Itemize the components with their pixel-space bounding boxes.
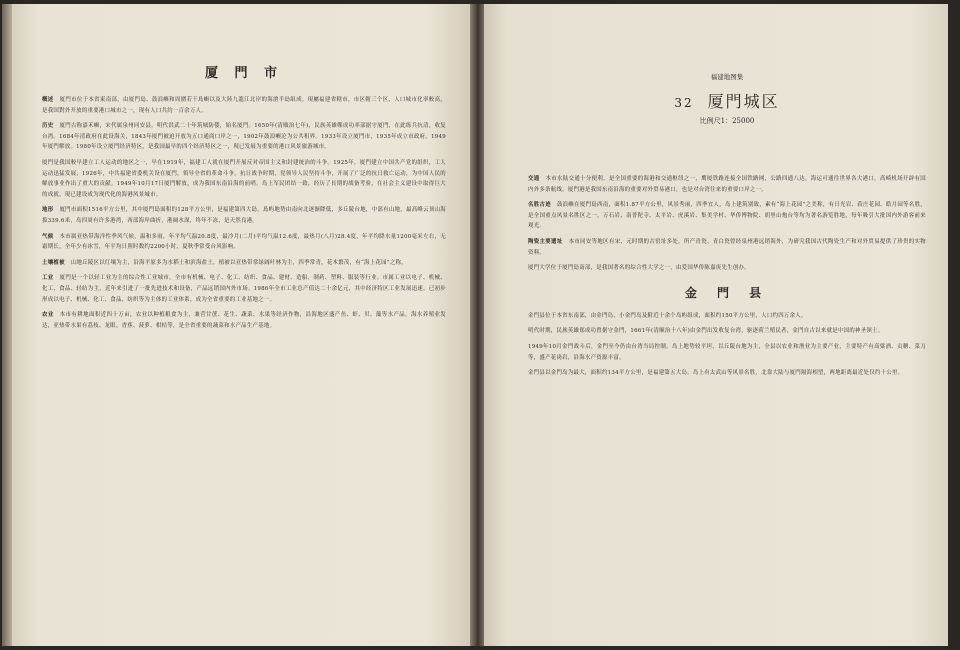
paragraph-text: 明代时期，民族英雄郑成功曾据守金門，1661年(清顺治十八年)由金門出发收复台湾，驱逐荷兰殖民者，金門自古以来就是中国的神圣领土。: [528, 328, 884, 335]
section-keyword: 名胜古迹: [528, 202, 551, 209]
paragraph-text: 厦門大学位于厦門島南部，是我国著名的综合性大学之一，由爱国华侨陈嘉庚先生创办。: [528, 265, 750, 272]
paragraph-text: 本市有耕地面积近四十万亩，农业以种植粮食为主，兼营甘蔗、花生、蔬菜、水果等经济作物，沿海地区盛产鱼、虾、贝、藻等水产品，海水养殖业发达，亚热带水果有荔枝、龙眼、香蕉、菠萝、柑桔等，是全省重要的蔬菜和水产品生产基地。: [42, 312, 446, 329]
paragraph: [528, 263, 926, 274]
paragraph-text: 山地丘陵区以红壤为主，沿海平原多为水稻土和滨海盐土，植被以亚热带常绿阔叶林为主，四季常青，花木繁茂，有“海上花园”之称。: [70, 259, 407, 266]
paragraph-text: 厦門市面积1516平方公里，其中厦門島面积約128平方公里，是福建第四大島。島屿地势由南向北逐渐降低，多丘陵台地，中部有山地，最高峰云顶山海拔339.6米，岛四周有许多港湾，西部海岸曲折，港阔水深，终年不冻，是天然良港。: [42, 207, 446, 224]
right-page: [484, 4, 948, 646]
section-keyword: 地形: [42, 207, 54, 214]
paragraph: [42, 121, 446, 153]
paragraph: [42, 310, 446, 331]
paragraph: [528, 368, 926, 379]
section-keyword: 历史: [42, 123, 54, 130]
paragraph: [528, 311, 926, 322]
paragraph: [42, 95, 446, 116]
paragraph-text: 本市属亚热带海洋性季风气候，温和多雨，年平均气温20.8度，最冷月(二月)平均气温12.6度，最热月(八月)28.4度，年平均降水量1200毫米左右，无霜期长，全年少有冰雪，年平均日照时数约2200小时，夏秋季常受台风影响。: [42, 233, 446, 251]
paragraph: [42, 273, 446, 305]
section-keyword: 土壤植被: [42, 259, 65, 266]
page-title: 厦 門 市: [204, 66, 284, 81]
paragraph-text: 本市同安等地区有宋、元时期的古窑址多处，所产青瓷、青白瓷曾经泉州港远销海外，为研究我国古代陶瓷生产和对外贸易提供了珍贵的实物资料。: [528, 238, 926, 256]
paragraph: [42, 158, 446, 200]
atlas-series-title: 福建地图集: [710, 73, 744, 81]
paragraph-text: 金門县位于本省东南部，由金門岛、小金門岛及附近十余个岛屿组成，面积约150平方公里，人口约四万余人。: [528, 312, 807, 319]
paragraph: [528, 342, 926, 363]
book-page-edges: [2, 4, 12, 646]
section-keyword: 交通: [528, 176, 540, 182]
section-keyword: 工业: [42, 275, 54, 282]
paragraph-text: 1949年10月金門战斗后，金門至今仍由台湾当局控制。岛上地势较平坦，以丘陵台地为主，全县以农业和渔业为主要产业，主要特产有高粱酒、贡糖、菜刀等，盛产花岗岩，沿海水产资源丰富。: [528, 343, 926, 361]
paragraph-text: 本市水陆交通十分便利，是全国重要的海港和交通枢纽之一，鹰厦铁路连接全国铁路网，公路四通八达，海运可通往世界各大港口，高崎机场开辟有国内外多条航线，厦門港是我国东南沿海的重要对外贸易港口，也是对台湾往来的重要口岸之一。: [528, 176, 926, 193]
map-number: 32: [674, 96, 694, 110]
paragraph-text: 厦門是我国較早建立工人运动的地区之一，早在1919年，福建工人就在厦門开展反对帝国主义和封建统治的斗争。1925年，厦門建立中国共产党的组织，工人运动迅猛发展，1926年，中共福建省委机关设在厦門，領导全省的革命斗争。抗日战争时期，党领导人民坚持斗争，开展了广泛的抗日救亡运动，为中国人民的解放事业作出了重大的贡献。1949年10月17日厦門解放，成为我国东南沿海的前哨。岛上军民团结一致，经历了長期的战备考验，在社会主义建设中取得巨大的成就，現已建设成为现代化的海港风景城市。: [42, 159, 446, 198]
map-title: [528, 89, 926, 112]
county-text-body: [528, 311, 926, 379]
paragraph: [42, 205, 446, 226]
section-keyword: 气候: [42, 233, 54, 240]
paragraph-text: 厦門古称嘉禾嶼，宋代属泉州同安县。明代洪武二十年筑城防倭，始名厦門。1650年(清順治七年)，民族英雄鄭成功率部据守厦門，在此练兵抗清，收复台湾。1684年清政府在此设海关，1843年厦門被迫开放为五口通商口岸之一，1902年鼓浪嶼沦为公共租界。1933年设立厦門市，1935年成立市政府。1949年厦門解放。1980年设立厦門经济特区，是我国最早的四个经济特区之一，現已发展为重要的港口风景旅游城市。: [42, 123, 446, 151]
section-keyword: 农业: [42, 312, 54, 319]
paragraph-text: 厦門是一个以轻工业为主的综合性工业城市，全市有机械、电子、化工、纺织、食品、建材、造船、制药、塑料、服装等行业。市属工业以电子、机械、化工、食品、轻纺为主，近年来引进了一批先进技术和设备，产品远销国内外市场。1986年全市工业总产值达二十余亿元，其中经济特区工业发展迅速，已初步形成以电子、机械、化工、食品、纺织等为主体的工业体系，成为全省重要的工业基地之一。: [42, 275, 446, 303]
paragraph-text: 厦門市位于本省東南部，由厦門島、鼓浪嶼和周圍若干島嶼以及大陸九龍江北岸的海滄半島組成。現屬福建省轄市，市区轄三个区，人口城市化率較高，是我国對外开放的重要港口城市之一，现有人口共約一百余万人。: [42, 97, 446, 114]
paragraph-text: 金門县以金門岛为最大，面积约134平方公里，是福建第五大岛。岛上有太武山等风景名胜，北靠大陆与厦門隔海相望，两地距离最近处仅约十公里。: [528, 370, 904, 377]
county-title: 金 門 县: [684, 285, 770, 300]
paragraph: [42, 258, 446, 269]
section-keyword: 概述: [42, 97, 54, 103]
left-page: [12, 4, 472, 646]
left-text-body: [42, 95, 446, 331]
paragraph: [528, 200, 926, 232]
map-scale: 比例尺1：25000: [699, 117, 755, 125]
right-text-body: [528, 174, 926, 274]
map-name: 厦門城区: [707, 92, 780, 111]
paragraph: [42, 232, 446, 253]
paragraph: [528, 174, 926, 195]
paragraph: [528, 326, 926, 337]
paragraph-text: 鼓浪嶼在厦門島西南，面积1.87平方公里，风景秀丽，四季宜人，岛上建筑别致，素有“海上花园”之美称，有日光岩、菽庄花园、皓月园等名胜，是全国重点风景名胜区之一。万石岩、南普陀寺、太平岩、虎溪岩、集美学村、华侨博物院、胡里山炮台等均为著名游览胜地，每年吸引大批国内外游客前来观光。: [528, 202, 926, 230]
paragraph: [528, 237, 926, 258]
section-keyword: 陶瓷主要遗址: [528, 238, 563, 245]
